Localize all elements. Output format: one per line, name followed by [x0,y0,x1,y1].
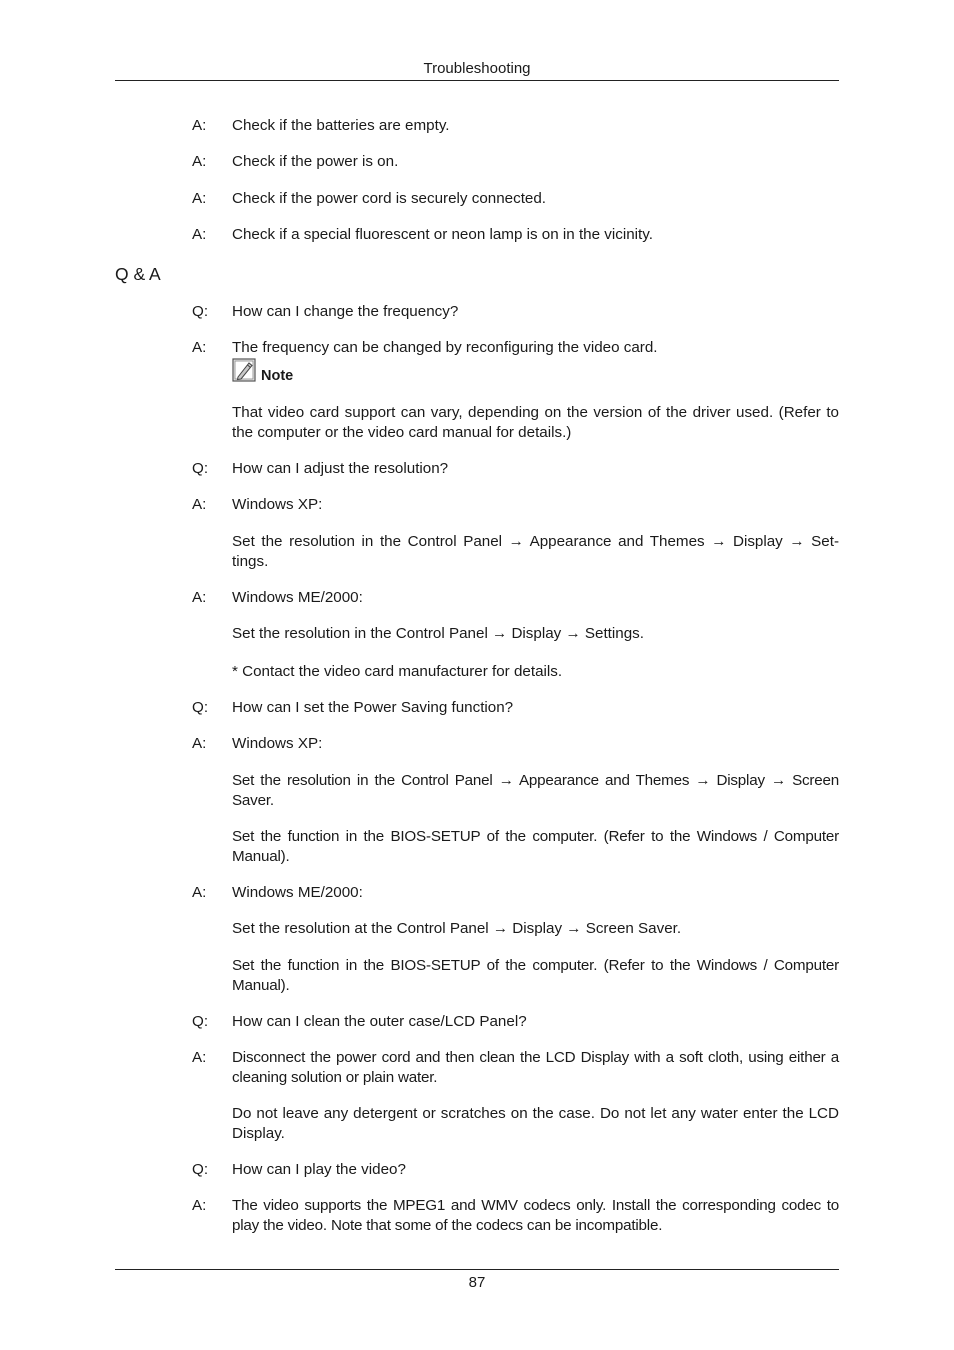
answer-detail: Set the function in the BIOS-SETUP of the computer. (Refer to the Windows / Computer Manual). [232,957,839,994]
running-header: Troubleshooting [423,60,531,77]
answer-detail: Set the resolution in the Control Panel → Display → Settings. [232,625,644,642]
answer-detail: Set the function in the BIOS-SETUP of the computer. (Refer to the Windows / Computer Manual). [232,828,839,865]
answer-footnote: * Contact the video card manufacturer for details. [232,663,563,680]
question-text: How can I play the video? [232,1161,406,1178]
answer-detail: Set the resolution at the Control Panel → Display → Screen Saver. [232,920,682,937]
question-label: Q: [192,460,209,477]
answer-detail: Set the resolution in the Control Panel → Appearance and Themes → Display → Screen Saver. [232,772,839,809]
note-text: That video card support can vary, depending on the version of the driver used. (Refer to the computer or the video card manual for details.) [232,404,839,441]
answer-label: A: [192,589,207,606]
answer-label: A: [192,117,207,134]
answer-text: Windows XP: [232,496,323,513]
answer-text: Check if a special fluorescent or neon lamp is on in the vicinity. [232,226,653,243]
question-label: Q: [192,1013,209,1030]
question-label: Q: [192,1161,209,1178]
answer-label: A: [192,226,207,243]
answer-text: Check if the power cord is securely connected. [232,190,547,207]
section-heading: Q & A [115,264,161,284]
footer-rule [115,1269,839,1270]
answer-text: Windows ME/2000: [232,884,363,901]
answer-text: Check if the power is on. [232,153,399,170]
question-label: Q: [192,303,209,320]
answer-text: The video supports the MPEG1 and WMV codecs only. Install the corresponding codec to play the video. Note that some of the codecs can be incompatible. [232,1197,839,1234]
answer-text: Windows ME/2000: [232,589,363,606]
answer-detail: Set the resolution in the Control Panel → Appearance and Themes → Display → Set-tings. [232,533,839,570]
answer-text: Disconnect the power cord and then clean the LCD Display with a soft cloth, using either a cleaning solution or plain water. [232,1049,839,1086]
answer-label: A: [192,496,207,513]
answer-label: A: [192,735,207,752]
answer-text: The frequency can be changed by reconfiguring the video card. [232,339,658,356]
answer-label: A: [192,190,207,207]
answer-text: Windows XP: [232,735,323,752]
answer-detail: Do not leave any detergent or scratches on the case. Do not let any water enter the LCD Display. [232,1105,839,1142]
answer-label: A: [192,884,207,901]
question-text: How can I adjust the resolution? [232,460,449,477]
answer-label: A: [192,1049,207,1066]
answer-text: Check if the batteries are empty. [232,117,450,134]
answer-label: A: [192,1197,207,1214]
note-label: Note [261,368,294,384]
note-pencil-icon [232,358,257,383]
answer-label: A: [192,339,207,356]
question-text: How can I clean the outer case/LCD Panel? [232,1013,527,1030]
page-number: 87 [468,1274,486,1291]
question-text: How can I change the frequency? [232,303,459,320]
question-text: How can I set the Power Saving function? [232,699,514,716]
header-rule [115,80,839,81]
answer-label: A: [192,153,207,170]
question-label: Q: [192,699,209,716]
